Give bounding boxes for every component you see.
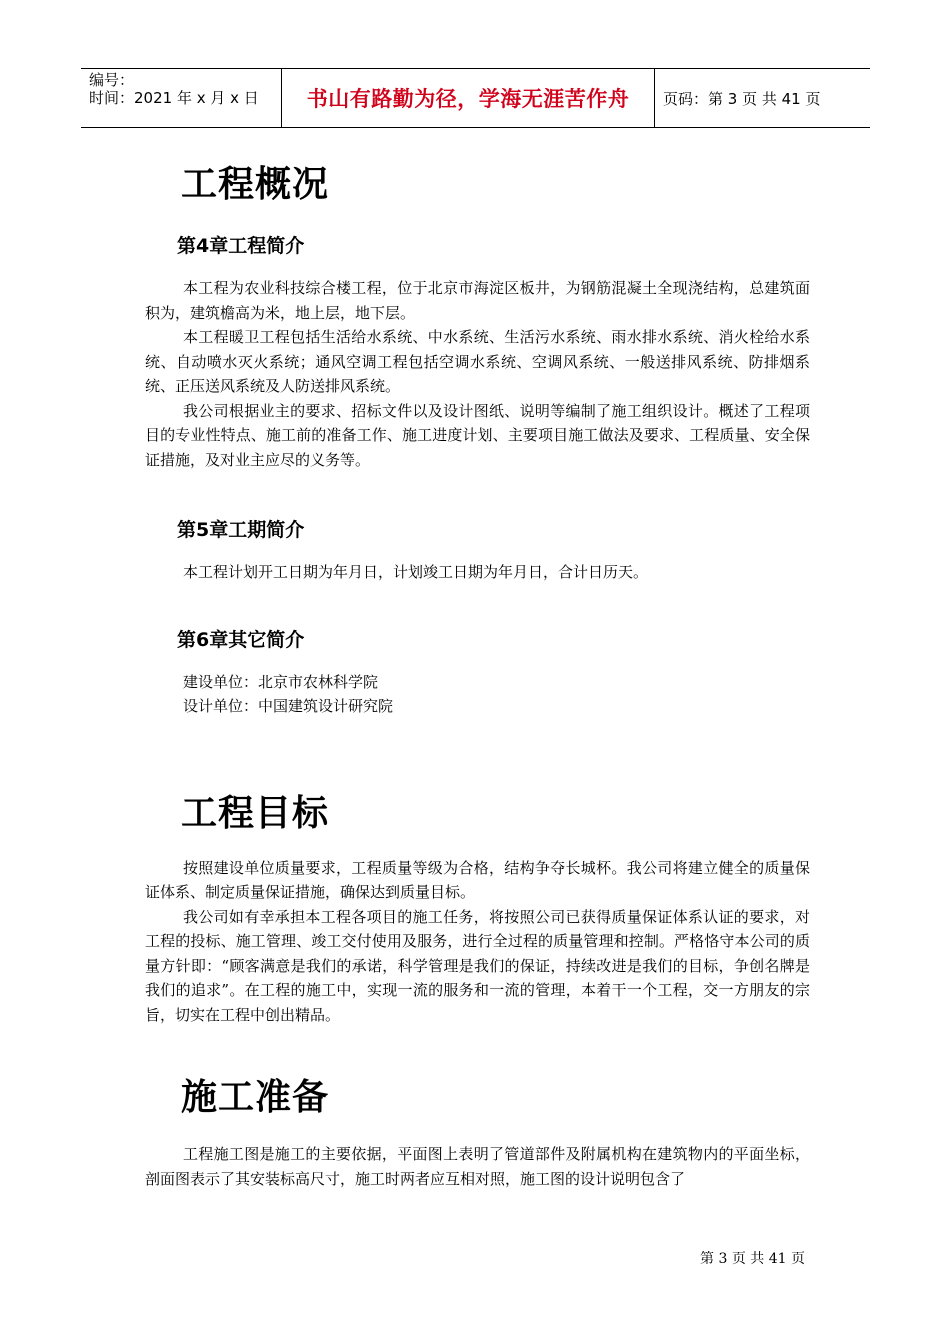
chapter-4-paragraph-2: 本工程暖卫工程包括生活给水系统、中水系统、生活污水系统、雨水排水系统、消火栓给水系统、自动喷水灭火系统；通风空调工程包括空调水系统、空调风系统、一般送排风系统、防排烟系统、正压送风系统及人防送排风系统。 (145, 328, 810, 395)
chapter-4-paragraph-3: 我公司根据业主的要求、招标文件以及设计图纸、说明等编制了施工组织设计。概述了工程项目的专业性特点、施工前的准备工作、施工进度计划、主要项目施工做法及要求、工程质量、安全保证措施，及对业主应尽的义务等。 (145, 401, 810, 469)
header-left-cell (81, 69, 282, 127)
document-body (145, 150, 810, 1191)
design-unit-line: 设计单位：中国建筑设计研究院 (183, 697, 394, 715)
goals-paragraph-2: 我公司如有幸承担本工程各项目的施工任务，将按照公司已获得质量保证体系认证的要求，对工程的投标、施工管理、竣工交付使用及服务，进行全过程的质量管理和控制。严格恪守本公司的质量方针即：“顾客满意是我们的承诺，科学管理是我们的保证，持续改进是我们的目标，争创名牌是我们的追求”。在工程的施工中，实现一流的服务和一流的管理，本着干一个工程，交一方朋友的宗旨，切实在工程中创出精品。 (145, 907, 810, 1024)
page-footer: 第 3 页 共 41 页 (700, 1251, 805, 1267)
chapter-5-paragraph-1: 本工程计划开工日期为年月日，计划竣工日期为年月日，合计日历天。 (183, 563, 649, 581)
time-label: 时间：2021 年 x 月 x 日 (89, 89, 259, 107)
preparation-paragraph-1: 工程施工图是施工的主要依据，平面图上表明了管道部件及附属机构在建筑物内的平面坐标，剖面图表示了其安装标高尺寸，施工时两者应互相对照，施工图的设计说明包含了 (145, 1145, 810, 1188)
header-motto: 书山有路勤为径，学海无涯苦作舟 (282, 69, 655, 127)
number-label: 编号： (89, 71, 135, 89)
chapter-4-title: 第4章工程简介 (177, 235, 305, 257)
section-title-goals: 工程目标 (181, 792, 330, 834)
header-page-info: 页码：第 3 页 共 41 页 (663, 89, 821, 108)
page-header (81, 68, 870, 128)
goals-paragraph-1: 按照建设单位质量要求，工程质量等级为合格，结构争夺长城杯。我公司将建立健全的质量保证体系、制定质量保证措施，确保达到质量目标。 (145, 858, 810, 901)
section-title-preparation: 施工准备 (181, 1077, 330, 1118)
section-title-overview: 工程概况 (181, 164, 330, 205)
construction-unit-line: 建设单位：北京市农林科学院 (183, 672, 379, 691)
chapter-5-title: 第5章工期简介 (177, 519, 305, 541)
chapter-6-title: 第6章其它简介 (177, 628, 305, 651)
chapter-4-paragraph-1: 本工程为农业科技综合楼工程，位于北京市海淀区板井，为钢筋混凝土全现浇结构，总建筑面积为，建筑檐高为米，地上层，地下层。 (145, 279, 810, 322)
